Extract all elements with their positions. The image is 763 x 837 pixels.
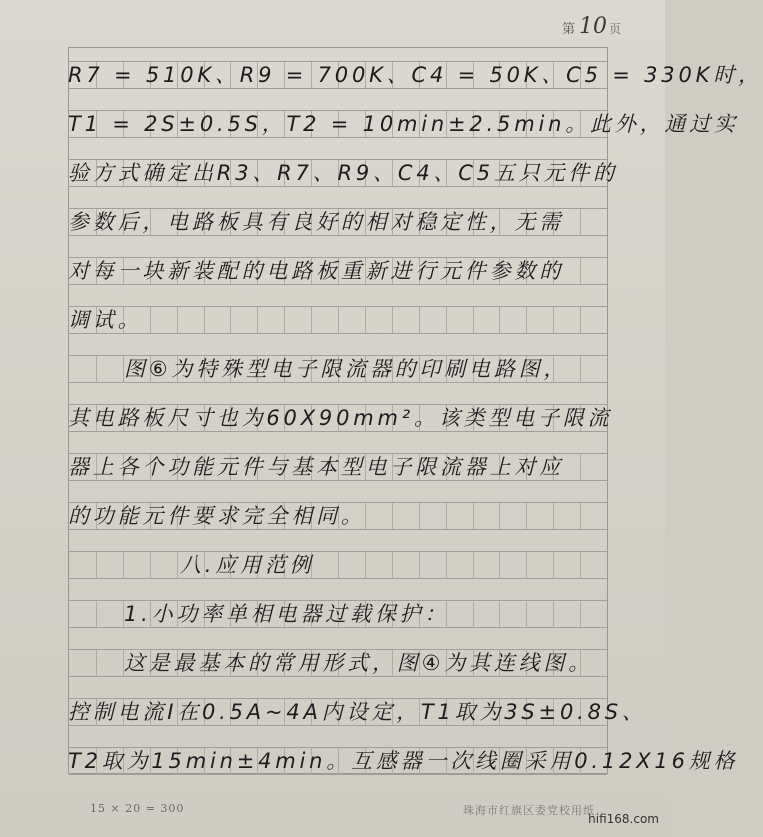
paper-publisher-label: 珠海市红旗区委党校用纸 xyxy=(463,804,595,817)
text-line-6: 调试。 xyxy=(68,308,143,332)
section-heading: 八.应用范例 xyxy=(180,553,315,577)
text-line-3: 验方式确定出R3、R7、R9、C4、C5五只元件的 xyxy=(68,161,618,185)
subsection-heading: 1.小功率单相电器过载保护： xyxy=(124,602,450,626)
text-line-8: 其电路板尺寸也为60X90mm²。该类型电子限流 xyxy=(68,406,613,430)
text-line-4: 参数后，电路板具有良好的相对稳定性，无需 xyxy=(68,210,564,234)
text-line-7: 图⑥为特殊型电子限流器的印刷电路图， xyxy=(124,357,569,381)
text-line-9: 器上各个功能元件与基本型电子限流器上对应 xyxy=(68,455,564,479)
text-line-1: R7 = 510K、R9 = 700K、C4 = 50K、C5 = 330K时， xyxy=(68,63,763,87)
page-number-value: 10 xyxy=(578,14,607,39)
grid-spec-label: 15 × 20 = 300 xyxy=(90,802,185,815)
page-number xyxy=(562,14,621,39)
page-number-suffix: 页 xyxy=(608,22,621,36)
text-line-10: 的功能元件要求完全相同。 xyxy=(68,504,366,528)
text-line-15: T2取为15min±4min。互感器一次线圈采用0.12X16规格 xyxy=(68,749,739,773)
text-line-2: T1 = 2S±0.5S，T2 = 10min±2.5min。此外，通过实 xyxy=(68,112,739,136)
page-number-prefix: 第 xyxy=(561,22,575,37)
text-line-13: 这是最基本的常用形式，图④为其连线图。 xyxy=(124,651,594,675)
text-line-5: 对每一块新装配的电路板重新进行元件参数的 xyxy=(68,259,564,283)
site-watermark: hifi168.com xyxy=(588,812,659,826)
text-line-14: 控制电流I在0.5A~4A内设定，T1取为3S±0.8S、 xyxy=(68,700,647,724)
